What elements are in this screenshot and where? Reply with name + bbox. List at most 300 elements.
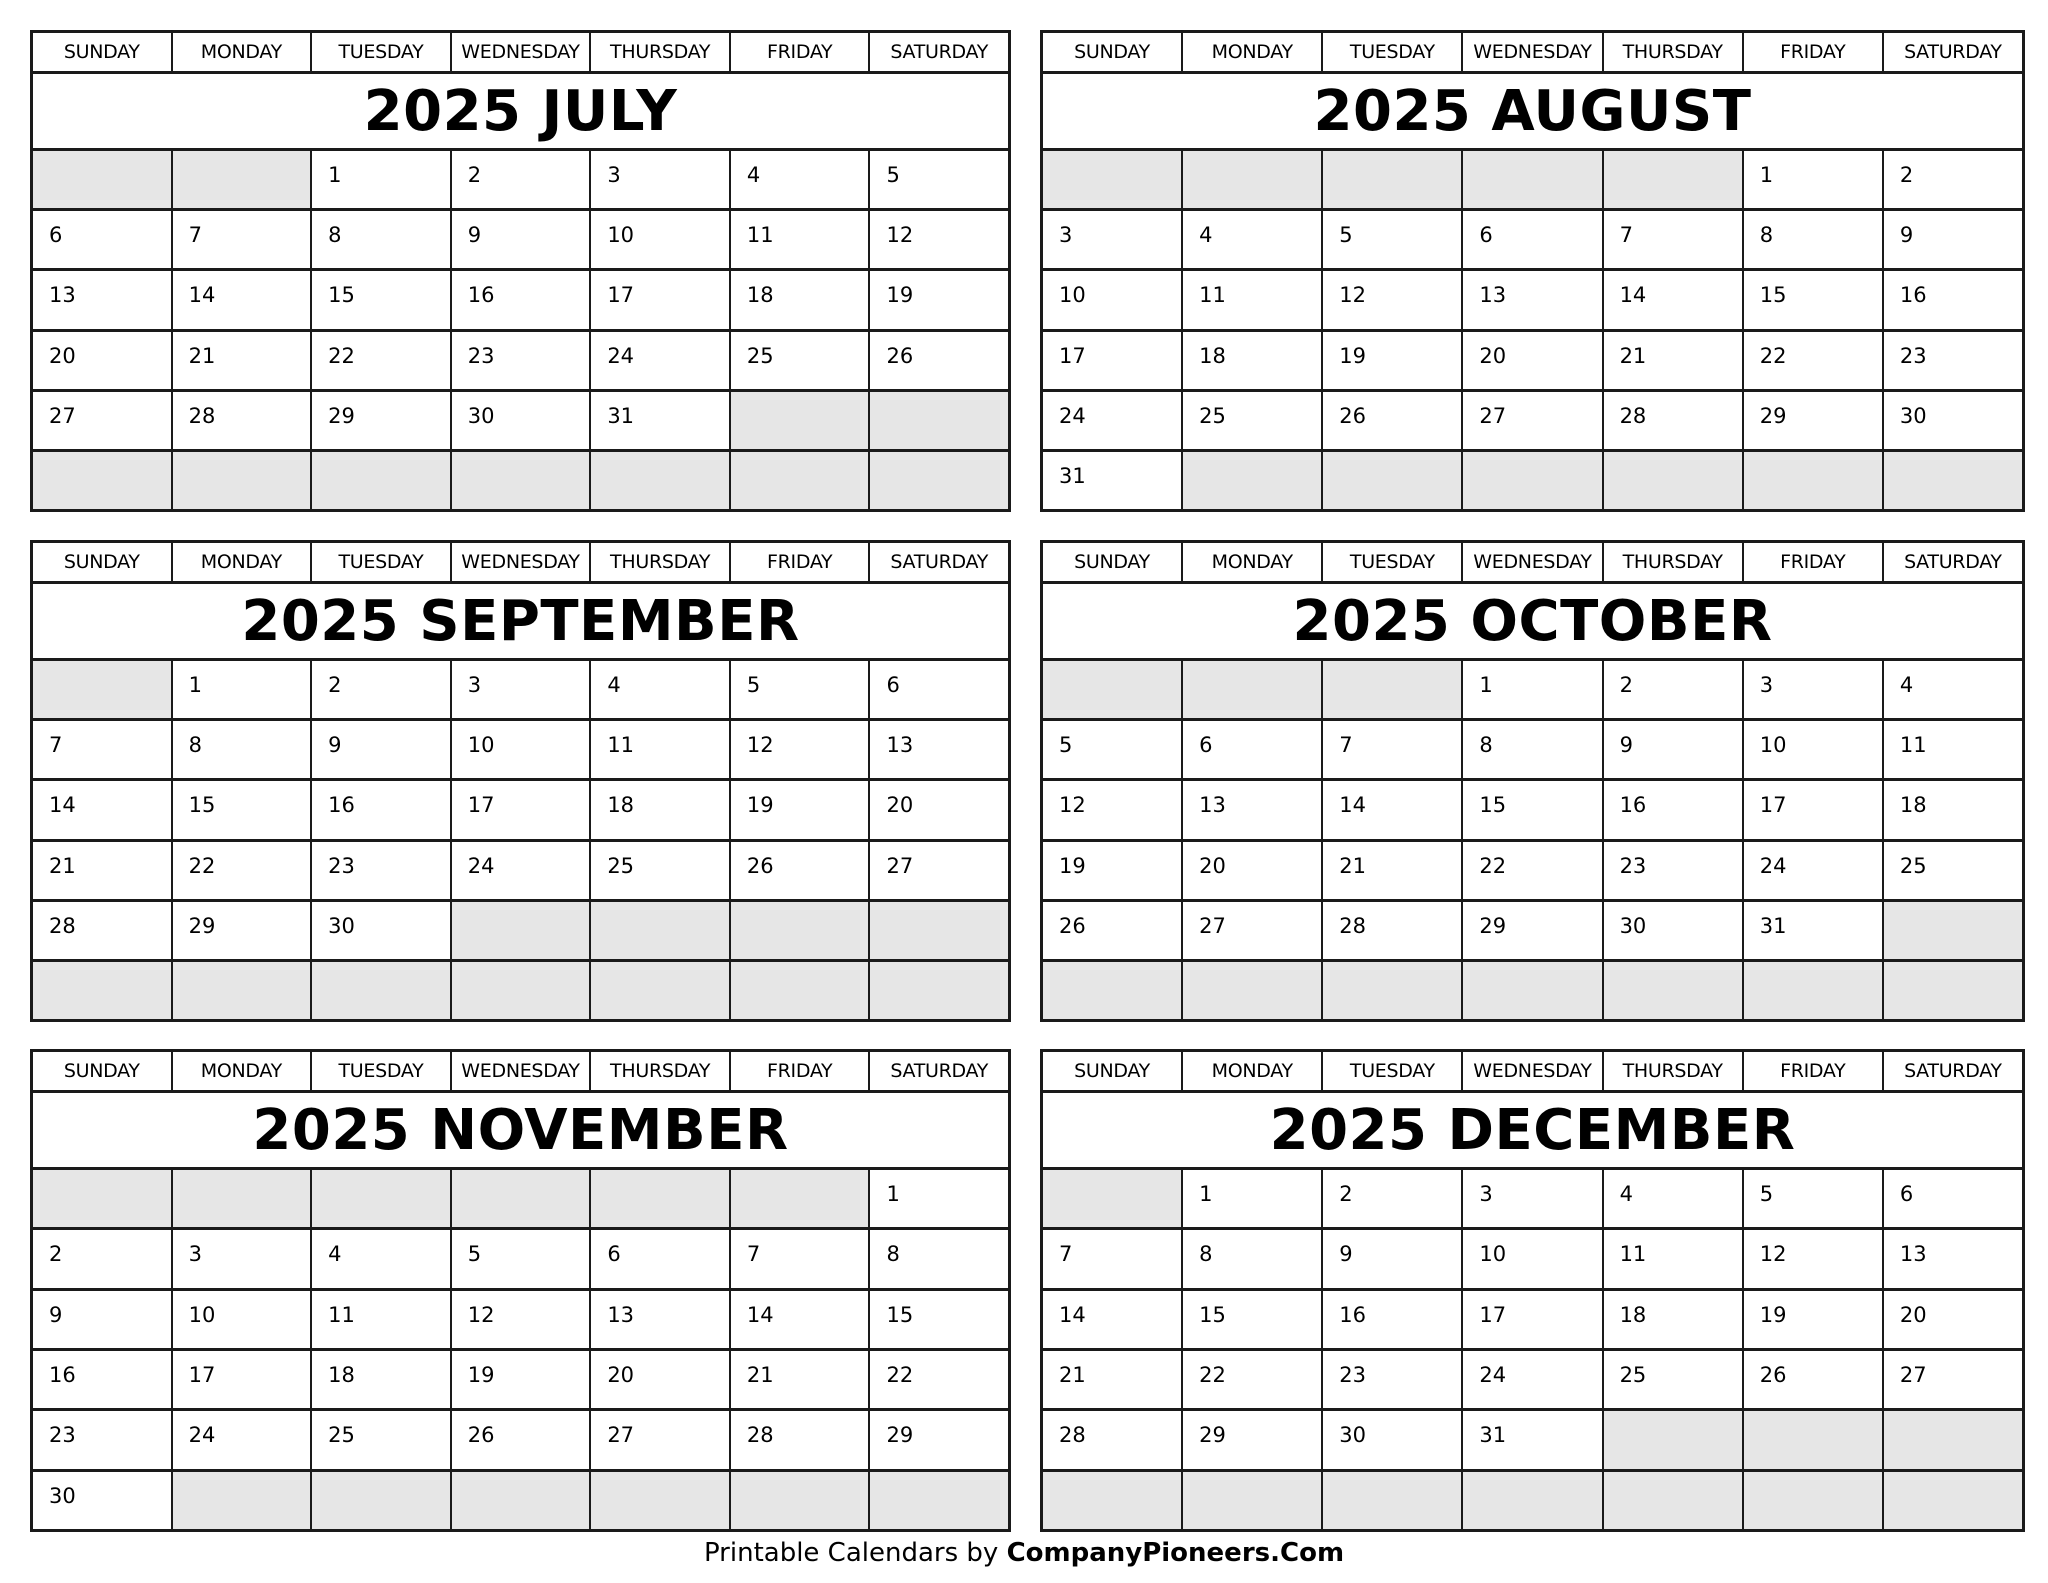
empty-day-cell	[591, 1472, 731, 1529]
day-cell: 30	[312, 902, 452, 959]
day-cell: 8	[173, 721, 313, 778]
day-cell: 6	[886, 673, 900, 697]
footer-prefix: Printable Calendars by	[703, 1538, 1007, 1568]
day-cell: 12	[886, 223, 914, 248]
day-cell: 26	[731, 842, 871, 899]
day-cell: 11	[591, 721, 731, 778]
day-cell: 12	[731, 721, 871, 778]
empty-day-cell	[452, 1472, 592, 1529]
day-cell: 28	[1604, 392, 1744, 449]
month-days-grid	[33, 1170, 1008, 1529]
weekday-header-row	[1043, 543, 2022, 584]
day-cell: 31	[1043, 452, 1183, 509]
day-cell: 19	[731, 781, 871, 838]
empty-day-cell	[1323, 1472, 1463, 1529]
week-row	[33, 1170, 1008, 1230]
empty-day-cell	[1604, 452, 1744, 509]
empty-day-cell	[591, 1170, 731, 1227]
weekday-label: FRIDAY	[1744, 1052, 1884, 1090]
day-cell: 7	[173, 211, 313, 268]
day-cell: 29	[1744, 392, 1884, 449]
week-row	[1043, 452, 2022, 509]
day-cell: 8	[1744, 211, 1884, 268]
day-cell: 29	[312, 392, 452, 449]
day-cell: 28	[33, 902, 173, 959]
day-cell: 12	[1043, 781, 1183, 838]
day-cell: 17	[173, 1351, 313, 1408]
day-cell: 19	[1744, 1291, 1884, 1348]
empty-day-cell	[870, 962, 1008, 1019]
day-cell: 5	[731, 661, 871, 718]
empty-day-cell	[1043, 661, 1183, 718]
month-title: 2025 NOVEMBER	[33, 1093, 1008, 1170]
weekday-label: FRIDAY	[1744, 33, 1884, 71]
day-cell: 20	[1183, 842, 1323, 899]
week-row	[1043, 962, 2022, 1019]
week-row	[1043, 1230, 2022, 1290]
weekday-label: THURSDAY	[1604, 543, 1744, 581]
empty-day-cell	[1043, 1170, 1183, 1227]
day-cell: 25	[591, 842, 731, 899]
day-cell: 21	[731, 1351, 871, 1408]
empty-day-cell	[1463, 1472, 1603, 1529]
weekday-label: THURSDAY	[1604, 33, 1744, 71]
day-cell: 16	[452, 271, 592, 328]
day-cell: 31	[1744, 902, 1884, 959]
weekday-label: TUESDAY	[1323, 1052, 1463, 1090]
day-cell: 2	[1323, 1170, 1463, 1227]
empty-day-cell	[1183, 962, 1323, 1019]
empty-day-cell	[1744, 1411, 1884, 1468]
day-cell: 19	[1323, 332, 1463, 389]
empty-day-cell	[1323, 151, 1463, 208]
day-cell: 13	[1899, 1242, 1927, 1267]
month-title: 2025 AUGUST	[1043, 74, 2022, 151]
month-days-grid	[33, 151, 1008, 509]
day-cell: 1	[886, 1182, 900, 1206]
weekday-label: MONDAY	[1183, 1052, 1323, 1090]
empty-day-cell	[1744, 962, 1884, 1019]
day-cell: 16	[33, 1351, 173, 1408]
weekday-label: SATURDAY	[1904, 551, 2002, 573]
empty-day-cell	[1323, 661, 1463, 718]
day-cell: 9	[312, 721, 452, 778]
day-cell: 20	[886, 793, 914, 818]
week-row	[33, 1351, 1008, 1411]
week-row	[33, 781, 1008, 841]
day-cell: 8	[886, 1242, 900, 1267]
day-cell: 4	[1183, 211, 1323, 268]
week-row	[33, 962, 1008, 1019]
week-row	[1043, 1291, 2022, 1351]
day-cell: 25	[1899, 853, 1927, 878]
day-cell: 11	[731, 211, 871, 268]
day-cell: 30	[1899, 403, 1927, 428]
day-cell: 17	[1744, 781, 1884, 838]
day-cell: 29	[886, 1423, 914, 1448]
empty-day-cell	[173, 1170, 313, 1227]
empty-day-cell	[870, 392, 1008, 449]
day-cell: 22	[1183, 1351, 1323, 1408]
weekday-label: SUNDAY	[1043, 33, 1183, 71]
week-row	[1043, 781, 2022, 841]
empty-day-cell	[1463, 151, 1603, 208]
week-row	[1043, 332, 2022, 392]
day-cell: 11	[312, 1291, 452, 1348]
week-row	[33, 1472, 1008, 1529]
day-cell: 5	[886, 163, 900, 187]
day-cell: 24	[173, 1411, 313, 1468]
empty-day-cell	[870, 902, 1008, 959]
week-row	[33, 1291, 1008, 1351]
day-cell: 24	[1463, 1351, 1603, 1408]
day-cell: 22	[312, 332, 452, 389]
weekday-label: MONDAY	[173, 33, 313, 71]
day-cell: 10	[591, 211, 731, 268]
day-cell: 10	[1744, 721, 1884, 778]
week-row	[1043, 271, 2022, 331]
empty-day-cell	[452, 962, 592, 1019]
day-cell: 6	[1899, 1182, 1914, 1206]
day-cell: 22	[1463, 842, 1603, 899]
day-cell: 16	[1323, 1291, 1463, 1348]
weekday-label: TUESDAY	[1323, 543, 1463, 581]
day-cell: 1	[312, 151, 452, 208]
day-cell: 3	[1043, 211, 1183, 268]
weekday-label: FRIDAY	[731, 33, 871, 71]
month-days-grid	[1043, 1170, 2022, 1529]
day-cell: 9	[33, 1291, 173, 1348]
day-cell: 21	[1043, 1351, 1183, 1408]
day-cell: 7	[33, 721, 173, 778]
day-cell: 28	[1323, 902, 1463, 959]
day-cell: 26	[452, 1411, 592, 1468]
weekday-label: THURSDAY	[591, 33, 731, 71]
day-cell: 10	[1463, 1230, 1603, 1287]
day-cell: 14	[33, 781, 173, 838]
empty-day-cell	[173, 151, 313, 208]
day-cell: 5	[1323, 211, 1463, 268]
day-cell: 3	[1744, 661, 1884, 718]
day-cell: 14	[1323, 781, 1463, 838]
empty-day-cell	[312, 1170, 452, 1227]
weekday-header-row	[1043, 1052, 2022, 1093]
day-cell: 25	[1183, 392, 1323, 449]
week-row	[1043, 1351, 2022, 1411]
day-cell: 15	[173, 781, 313, 838]
week-row	[1043, 721, 2022, 781]
day-cell: 15	[312, 271, 452, 328]
day-cell: 13	[1463, 271, 1603, 328]
week-row	[33, 151, 1008, 211]
empty-day-cell	[731, 902, 871, 959]
day-cell: 2	[33, 1230, 173, 1287]
week-row	[33, 332, 1008, 392]
week-row	[33, 211, 1008, 271]
empty-day-cell	[1604, 962, 1744, 1019]
weekday-label: SUNDAY	[33, 33, 173, 71]
empty-day-cell	[173, 452, 313, 509]
empty-day-cell	[312, 962, 452, 1019]
day-cell: 27	[1899, 1362, 1927, 1387]
empty-day-cell	[173, 1472, 313, 1529]
empty-day-cell	[33, 962, 173, 1019]
weekday-label: SUNDAY	[1043, 1052, 1183, 1090]
weekday-label: FRIDAY	[731, 1052, 871, 1090]
month-calendar	[30, 1049, 1011, 1532]
day-cell: 26	[1323, 392, 1463, 449]
day-cell: 20	[1899, 1302, 1927, 1327]
day-cell: 30	[33, 1472, 173, 1529]
day-cell: 27	[1183, 902, 1323, 959]
day-cell: 2	[452, 151, 592, 208]
day-cell: 10	[173, 1291, 313, 1348]
empty-day-cell	[1884, 452, 2022, 509]
empty-day-cell	[33, 151, 173, 208]
day-cell: 7	[1323, 721, 1463, 778]
weekday-label: SATURDAY	[890, 551, 989, 573]
day-cell: 1	[1183, 1170, 1323, 1227]
empty-day-cell	[1884, 1472, 2022, 1529]
day-cell: 23	[452, 332, 592, 389]
day-cell: 25	[312, 1411, 452, 1468]
day-cell: 30	[1323, 1411, 1463, 1468]
empty-day-cell	[1323, 452, 1463, 509]
day-cell: 17	[452, 781, 592, 838]
day-cell: 28	[731, 1411, 871, 1468]
empty-day-cell	[1463, 452, 1603, 509]
week-row	[33, 721, 1008, 781]
weekday-label: SATURDAY	[1904, 1060, 2002, 1082]
day-cell: 11	[1604, 1230, 1744, 1287]
day-cell: 19	[886, 283, 914, 308]
day-cell: 2	[1604, 661, 1744, 718]
month-days-grid	[1043, 661, 2022, 1019]
empty-day-cell	[1884, 902, 2022, 959]
day-cell: 9	[452, 211, 592, 268]
empty-day-cell	[1884, 962, 2022, 1019]
empty-day-cell	[312, 1472, 452, 1529]
weekday-label: SATURDAY	[890, 1060, 989, 1082]
weekday-label: SUNDAY	[33, 1052, 173, 1090]
empty-day-cell	[1043, 962, 1183, 1019]
day-cell: 6	[591, 1230, 731, 1287]
day-cell: 12	[1744, 1230, 1884, 1287]
day-cell: 11	[1183, 271, 1323, 328]
day-cell: 13	[1183, 781, 1323, 838]
week-row	[33, 452, 1008, 509]
empty-day-cell	[452, 452, 592, 509]
weekday-header-row	[33, 33, 1008, 74]
day-cell: 24	[1043, 392, 1183, 449]
weekday-header-row	[1043, 33, 2022, 74]
day-cell: 18	[591, 781, 731, 838]
day-cell: 23	[312, 842, 452, 899]
empty-day-cell	[870, 1472, 1008, 1529]
day-cell: 6	[1463, 211, 1603, 268]
empty-day-cell	[173, 962, 313, 1019]
weekday-label: SUNDAY	[1043, 543, 1183, 581]
day-cell: 3	[1463, 1170, 1603, 1227]
weekday-label: SATURDAY	[1904, 41, 2002, 63]
weekday-label: TUESDAY	[312, 543, 452, 581]
weekday-label: WEDNESDAY	[1463, 543, 1603, 581]
empty-day-cell	[452, 902, 592, 959]
empty-day-cell	[1043, 1472, 1183, 1529]
empty-day-cell	[452, 1170, 592, 1227]
day-cell: 7	[1604, 211, 1744, 268]
weekday-label: SATURDAY	[890, 41, 989, 63]
day-cell: 24	[452, 842, 592, 899]
day-cell: 2	[1899, 163, 1914, 187]
month-calendar	[1040, 1049, 2025, 1532]
day-cell: 14	[731, 1291, 871, 1348]
day-cell: 15	[1183, 1291, 1323, 1348]
day-cell: 13	[886, 733, 914, 758]
week-row	[33, 392, 1008, 452]
day-cell: 18	[312, 1351, 452, 1408]
day-cell: 17	[591, 271, 731, 328]
weekday-label: THURSDAY	[1604, 1052, 1744, 1090]
weekday-label: WEDNESDAY	[1463, 33, 1603, 71]
day-cell: 22	[173, 842, 313, 899]
week-row	[33, 271, 1008, 331]
day-cell: 20	[591, 1351, 731, 1408]
empty-day-cell	[591, 452, 731, 509]
day-cell: 15	[886, 1302, 914, 1327]
day-cell: 2	[312, 661, 452, 718]
day-cell: 13	[591, 1291, 731, 1348]
week-row	[1043, 1411, 2022, 1471]
month-calendar	[30, 540, 1011, 1022]
day-cell: 21	[1323, 842, 1463, 899]
empty-day-cell	[1323, 962, 1463, 1019]
weekday-label: MONDAY	[173, 1052, 313, 1090]
weekday-label: FRIDAY	[731, 543, 871, 581]
day-cell: 21	[33, 842, 173, 899]
weekday-label: MONDAY	[1183, 33, 1323, 71]
weekday-label: SUNDAY	[33, 543, 173, 581]
day-cell: 16	[312, 781, 452, 838]
day-cell: 29	[173, 902, 313, 959]
week-row	[33, 902, 1008, 962]
month-title: 2025 DECEMBER	[1043, 1093, 2022, 1170]
day-cell: 26	[886, 343, 914, 368]
weekday-label: TUESDAY	[312, 33, 452, 71]
day-cell: 19	[1043, 842, 1183, 899]
day-cell: 3	[452, 661, 592, 718]
footer-credit	[0, 1538, 2048, 1568]
day-cell: 7	[1043, 1230, 1183, 1287]
empty-day-cell	[1604, 151, 1744, 208]
weekday-label: WEDNESDAY	[1463, 1052, 1603, 1090]
day-cell: 8	[1183, 1230, 1323, 1287]
empty-day-cell	[1744, 1472, 1884, 1529]
month-title: 2025 JULY	[33, 74, 1008, 151]
day-cell: 23	[33, 1411, 173, 1468]
week-row	[1043, 392, 2022, 452]
week-row	[1043, 902, 2022, 962]
week-row	[33, 661, 1008, 721]
weekday-header-row	[33, 1052, 1008, 1093]
day-cell: 16	[1899, 283, 1927, 308]
weekday-label: THURSDAY	[591, 1052, 731, 1090]
day-cell: 16	[1604, 781, 1744, 838]
day-cell: 4	[312, 1230, 452, 1287]
empty-day-cell	[1463, 962, 1603, 1019]
day-cell: 21	[1604, 332, 1744, 389]
week-row	[33, 1230, 1008, 1290]
day-cell: 20	[33, 332, 173, 389]
empty-day-cell	[1183, 661, 1323, 718]
day-cell: 28	[1043, 1411, 1183, 1468]
empty-day-cell	[731, 962, 871, 1019]
day-cell: 26	[1043, 902, 1183, 959]
day-cell: 15	[1463, 781, 1603, 838]
day-cell: 24	[591, 332, 731, 389]
day-cell: 5	[452, 1230, 592, 1287]
day-cell: 25	[1604, 1351, 1744, 1408]
day-cell: 19	[452, 1351, 592, 1408]
week-row	[1043, 842, 2022, 902]
day-cell: 23	[1899, 343, 1927, 368]
day-cell: 21	[173, 332, 313, 389]
day-cell: 20	[1463, 332, 1603, 389]
weekday-label: WEDNESDAY	[452, 33, 592, 71]
day-cell: 11	[1899, 733, 1927, 758]
empty-day-cell	[33, 661, 173, 718]
day-cell: 18	[731, 271, 871, 328]
empty-day-cell	[1183, 1472, 1323, 1529]
week-row	[1043, 661, 2022, 721]
day-cell: 10	[452, 721, 592, 778]
day-cell: 9	[1323, 1230, 1463, 1287]
day-cell: 12	[452, 1291, 592, 1348]
day-cell: 30	[1604, 902, 1744, 959]
day-cell: 4	[1899, 673, 1914, 697]
day-cell: 7	[731, 1230, 871, 1287]
day-cell: 3	[173, 1230, 313, 1287]
day-cell: 27	[591, 1411, 731, 1468]
day-cell: 9	[1899, 223, 1914, 248]
day-cell: 26	[1744, 1351, 1884, 1408]
day-cell: 1	[173, 661, 313, 718]
day-cell: 13	[33, 271, 173, 328]
empty-day-cell	[1183, 452, 1323, 509]
weekday-label: MONDAY	[173, 543, 313, 581]
month-calendar	[1040, 540, 2025, 1022]
day-cell: 4	[1604, 1170, 1744, 1227]
month-calendar	[30, 30, 1011, 512]
empty-day-cell	[870, 452, 1008, 509]
empty-day-cell	[33, 1170, 173, 1227]
footer-brand[interactable]: CompanyPioneers.Com	[1006, 1538, 1345, 1568]
day-cell: 29	[1463, 902, 1603, 959]
empty-day-cell	[1604, 1472, 1744, 1529]
empty-day-cell	[731, 392, 871, 449]
day-cell: 18	[1899, 793, 1927, 818]
week-row	[33, 842, 1008, 902]
day-cell: 1	[1463, 661, 1603, 718]
day-cell: 10	[1043, 271, 1183, 328]
day-cell: 8	[312, 211, 452, 268]
day-cell: 27	[33, 392, 173, 449]
day-cell: 27	[1463, 392, 1603, 449]
empty-day-cell	[1884, 1411, 2022, 1468]
empty-day-cell	[731, 1472, 871, 1529]
empty-day-cell	[591, 962, 731, 1019]
day-cell: 8	[1463, 721, 1603, 778]
